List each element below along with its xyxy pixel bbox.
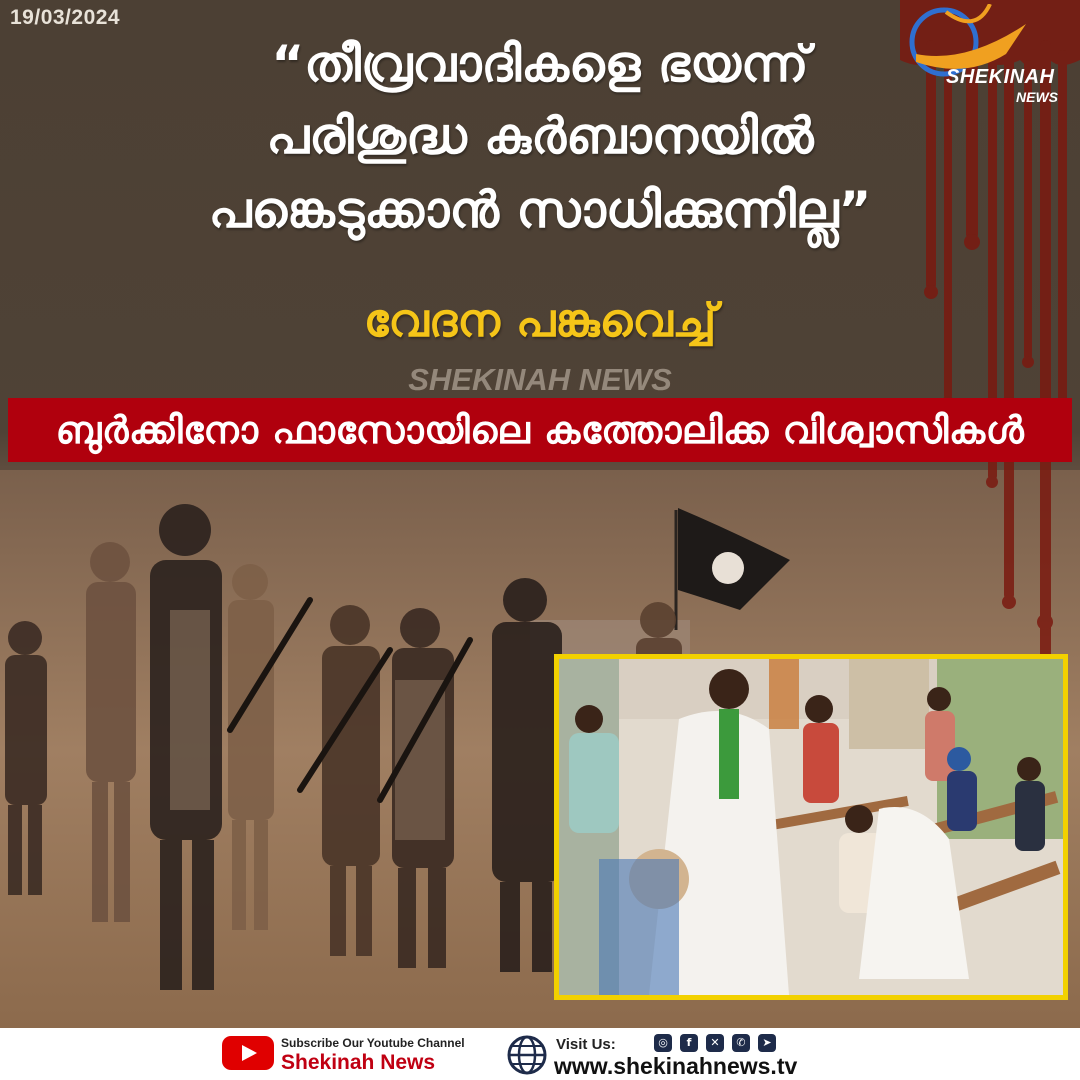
watermark: SHEKINAH NEWS — [408, 362, 672, 397]
headline-line-2: പരിശുദ്ധ കുർബാനയിൽ — [266, 107, 814, 165]
visit-label: Visit Us: — [556, 1036, 616, 1053]
subheadline: വേദന പങ്കുവെച്ച് — [363, 293, 717, 347]
subscribe-label: Subscribe Our Youtube Channel — [281, 1036, 465, 1050]
banner: ബുർക്കിനോ ഫാസോയിലെ കത്തോലിക്ക വിശ്വാസികൾ — [8, 398, 1072, 462]
headline-line-1: “തീവ്രവാദികളെ ഭയന്ന് — [271, 35, 809, 93]
headline-line-3: പങ്കെടുക്കാൻ സാധിക്കുന്നില്ല” — [208, 181, 872, 239]
whatsapp-icon[interactable]: ✆ — [732, 1034, 750, 1052]
brand-sub: NEWS — [1016, 89, 1058, 105]
brand-name: SHEKINAH — [946, 66, 1055, 88]
facebook-icon[interactable]: f — [680, 1034, 698, 1052]
date: 19/03/2024 — [10, 6, 121, 29]
x-icon[interactable]: ✕ — [706, 1034, 724, 1052]
globe-icon — [506, 1034, 548, 1076]
website-link[interactable]: www.shekinahnews.tv — [554, 1053, 798, 1079]
youtube-icon[interactable] — [222, 1034, 274, 1072]
church-inset-photo — [554, 654, 1068, 1000]
telegram-icon[interactable]: ➤ — [758, 1034, 776, 1052]
instagram-icon[interactable]: ◎ — [654, 1034, 672, 1052]
social-icons — [654, 1034, 776, 1052]
channel-name[interactable]: Shekinah News — [281, 1051, 436, 1074]
